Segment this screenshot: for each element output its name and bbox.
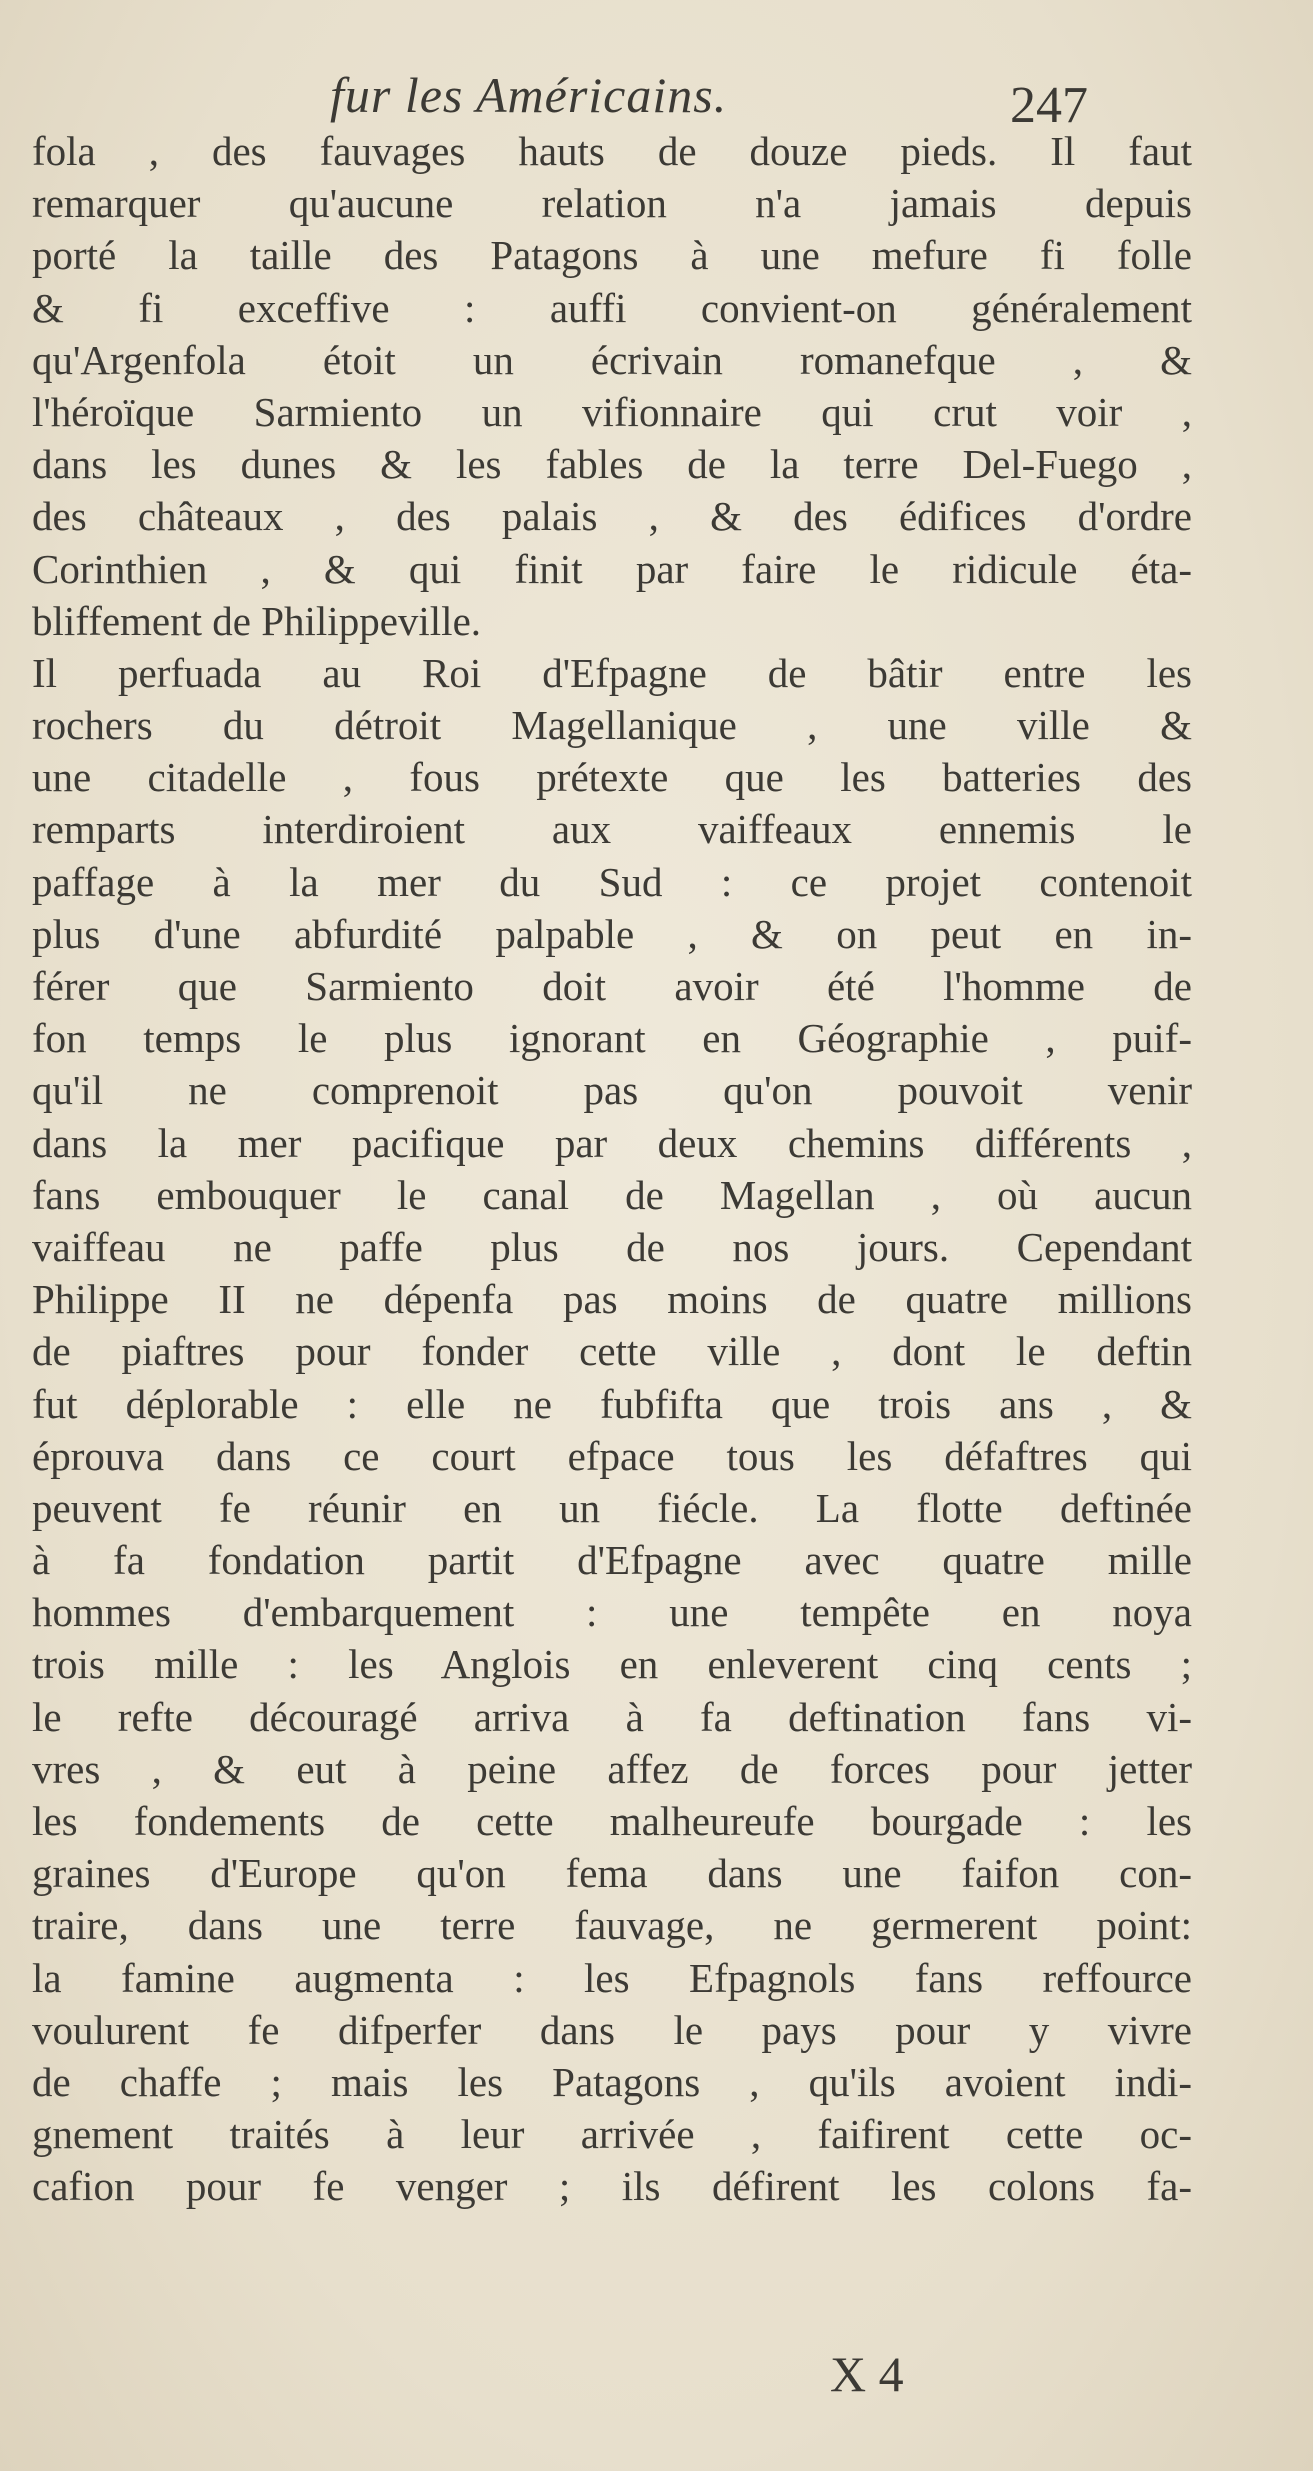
text-line: de piaftres pour fonder cette ville , dont le deftin: [32, 1328, 1192, 1375]
text-line: qu'il ne comprenoit pas qu'on pouvoit venir: [32, 1067, 1192, 1114]
text-line: plus d'une abfurdité palpable , & on peut en in-: [32, 910, 1192, 957]
text-line: dans les dunes & les fables de la terre Del-Fuego ,: [32, 441, 1192, 488]
running-title: fur les Américains.: [330, 67, 728, 123]
text-line: vres , & eut à peine affez de forces pour jetter: [32, 1745, 1192, 1792]
text-line: vaiffeau ne paffe plus de nos jours. Cependant: [32, 1223, 1192, 1270]
text-line: éprouva dans ce court efpace tous les défaftres qui: [32, 1432, 1192, 1479]
text-line: remparts interdiroient aux vaiffeaux ennemis le: [32, 806, 1192, 853]
page-number: 247: [1010, 77, 1088, 134]
text-line: peuvent fe réunir en un fiécle. La flotte deftinée: [32, 1484, 1192, 1531]
text-line: qu'Argenfola étoit un écrivain romanefque , &: [32, 336, 1192, 383]
text-line: Corinthien , & qui finit par faire le ridicule éta-: [32, 545, 1192, 592]
text-line: une citadelle , fous prétexte que les batteries des: [32, 754, 1192, 801]
text-line: fans embouquer le canal de Magellan , où aucun: [32, 1171, 1192, 1218]
text-line: porté la taille des Patagons à une mefure fi folle: [32, 232, 1192, 279]
text-line: à fa fondation partit d'Efpagne avec quatre mille: [32, 1537, 1192, 1584]
text-line: traire, dans une terre fauvage, ne germerent point:: [32, 1902, 1192, 1949]
text-line: des châteaux , des palais , & des édifices d'ordre: [32, 493, 1192, 540]
text-line: paffage à la mer du Sud : ce projet contenoit: [32, 858, 1192, 905]
text-line: fut déplorable : elle ne fubfifta que trois ans , &: [32, 1380, 1192, 1427]
text-line: trois mille : les Anglois en enleverent cinq cents ;: [32, 1641, 1192, 1688]
text-line: les fondements de cette malheureufe bourgade : les: [32, 1798, 1192, 1844]
text-line: férer que Sarmiento doit avoir été l'homme de: [32, 963, 1192, 1009]
text-line: remarquer qu'aucune relation n'a jamais depuis: [32, 180, 1192, 227]
text-line: dans la mer pacifique par deux chemins différents ,: [32, 1119, 1192, 1166]
text-line: Philippe II ne dépenfa pas moins de quatre millions: [32, 1276, 1192, 1323]
text-line: fon temps le plus ignorant en Géographie , puif-: [32, 1015, 1192, 1062]
signature-mark: X 4: [830, 2346, 904, 2402]
text-line: fola , des fauvages hauts de douze pieds. Il faut: [32, 128, 1192, 174]
text-line: l'héroïque Sarmiento un vifionnaire qui crut voir ,: [32, 388, 1192, 435]
text-line: & fi exceffive : auffi convient-on généralement: [32, 284, 1192, 331]
text-line: rochers du détroit Magellanique , une ville &: [32, 702, 1192, 749]
text-line: graines d'Europe qu'on fema dans une faifon con-: [32, 1850, 1192, 1897]
text-line: bliffement de Philippeville.: [32, 597, 482, 644]
text-line: gnement traités à leur arrivée , faifirent cette oc-: [32, 2111, 1192, 2158]
text-line: Il perfuada au Roi d'Efpagne de bâtir entre les: [32, 649, 1192, 696]
text-line: hommes d'embarquement : une tempête en noya: [32, 1589, 1192, 1636]
text-line: de chaffe ; mais les Patagons , qu'ils avoient indi-: [32, 2058, 1192, 2105]
text-line: la famine augmenta : les Efpagnols fans reffource: [32, 1954, 1192, 2001]
text-line: cafion pour fe venger ; ils défirent les colons fa-: [32, 2163, 1192, 2210]
body-text: [32, 125, 1192, 2213]
text-line: le refte découragé arriva à fa deftination fans vi-: [32, 1693, 1192, 1740]
text-line: voulurent fe difperfer dans le pays pour y vivre: [32, 2006, 1192, 2053]
